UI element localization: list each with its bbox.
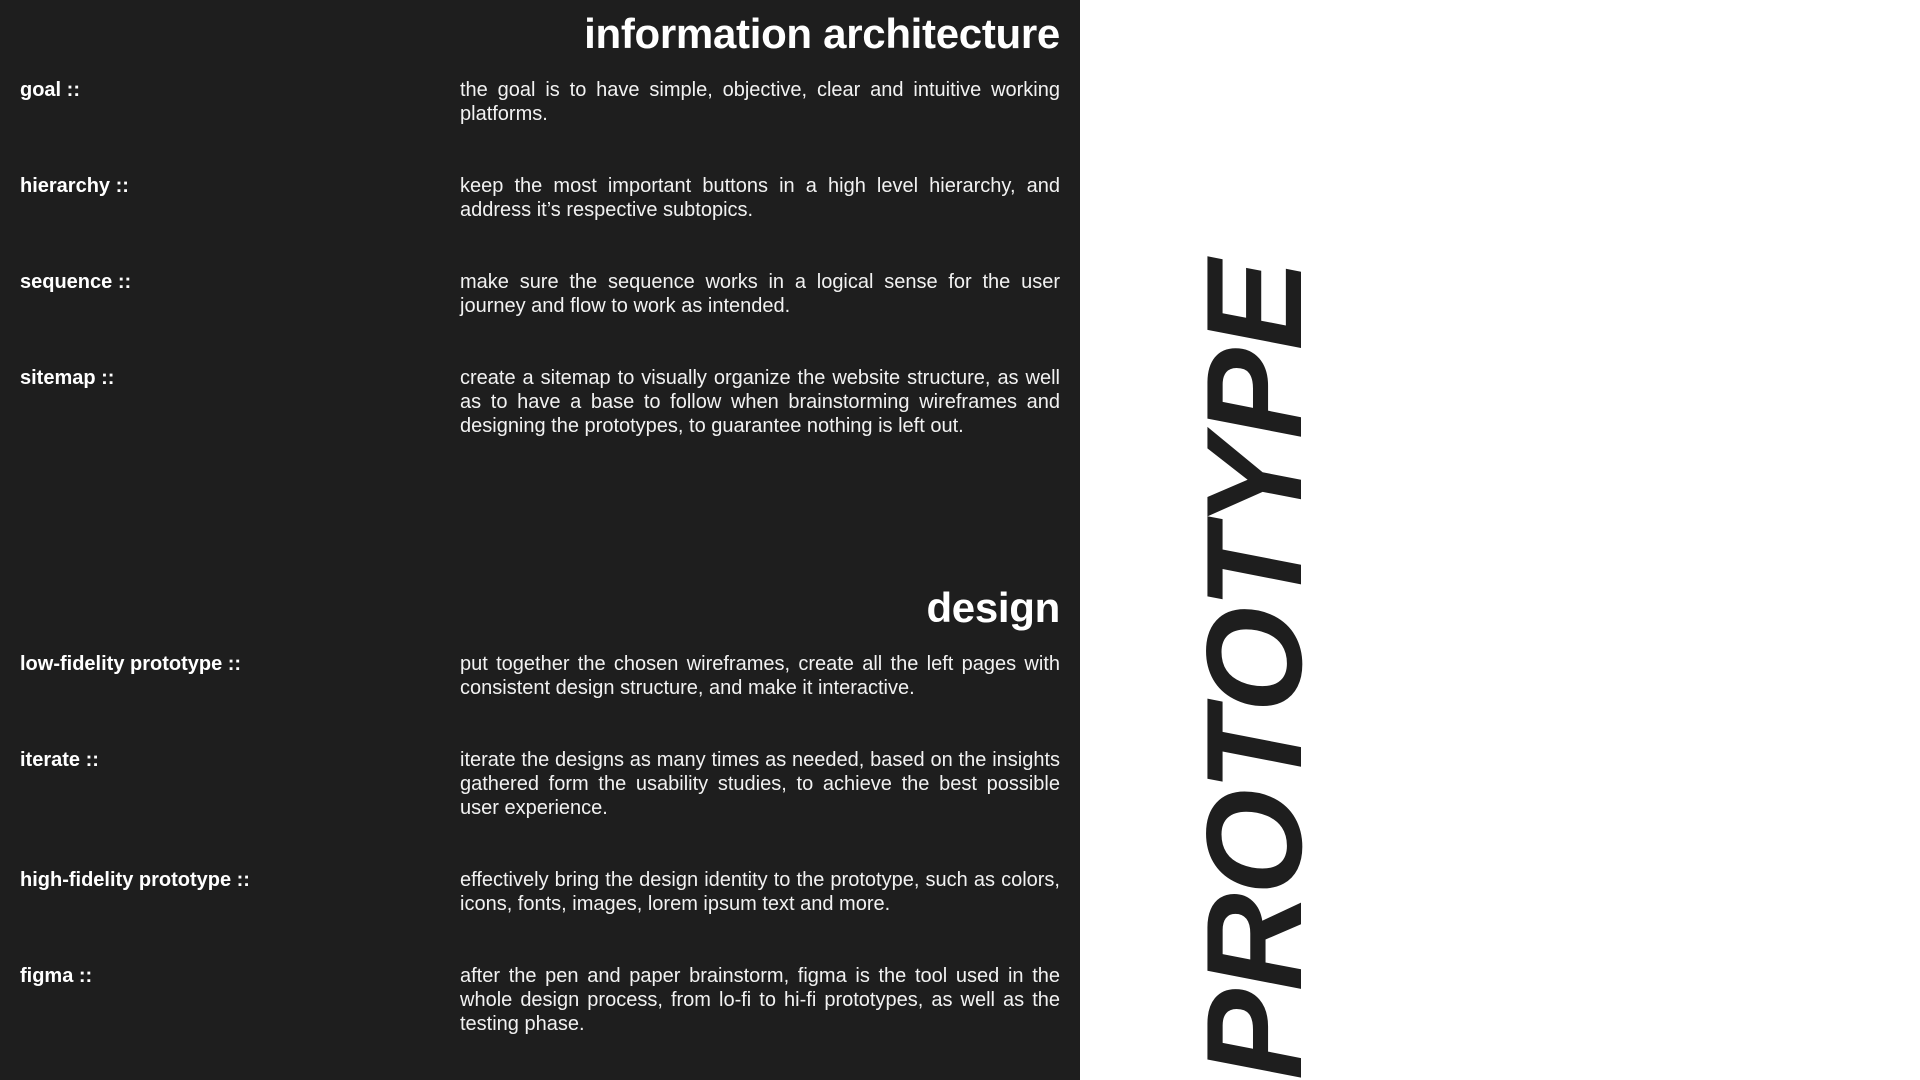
term-label: hierarchy :: <box>20 175 129 197</box>
term-label: high-fidelity prototype :: <box>20 869 250 891</box>
term-description: after the pen and paper brainstorm, figma is the tool used in the whole design process, from lo-fi to hi-fi prototypes, as well as the testing phase. <box>460 965 1060 1035</box>
term-label: goal :: <box>20 79 80 101</box>
vertical-prototype-title: PROTOTYPE <box>1178 261 1330 1080</box>
term-label: figma :: <box>20 965 93 987</box>
term-description: the goal is to have simple, objective, clear and intuitive working platforms. <box>460 79 1060 125</box>
term-label: sitemap :: <box>20 367 115 389</box>
term-description: make sure the sequence works in a logical sense for the user journey and flow to work as intended. <box>460 271 1060 317</box>
term-description: effectively bring the design identity to the prototype, such as colors, icons, fonts, images, lorem ipsum text and more. <box>460 869 1060 915</box>
term-description: keep the most important buttons in a high level hierarchy, and address it’s respective subtopics. <box>460 175 1060 221</box>
term-description: create a sitemap to visually organize the website structure, as well as to have a base to follow when brainstorming wireframes and designing the prototypes, to guarantee nothing is left out. <box>460 367 1060 437</box>
term-label: iterate :: <box>20 749 99 771</box>
term-description: iterate the designs as many times as needed, based on the insights gathered form the usability studies, to achieve the best possible user experience. <box>460 749 1060 819</box>
section-title-information-architecture: information architecture <box>584 10 1060 57</box>
section-title-design: design <box>926 584 1060 631</box>
term-label: sequence :: <box>20 271 132 293</box>
term-description: put together the chosen wireframes, create all the left pages with consistent design structure, and make it interactive. <box>460 653 1060 699</box>
term-label: low-fidelity prototype :: <box>20 653 242 675</box>
